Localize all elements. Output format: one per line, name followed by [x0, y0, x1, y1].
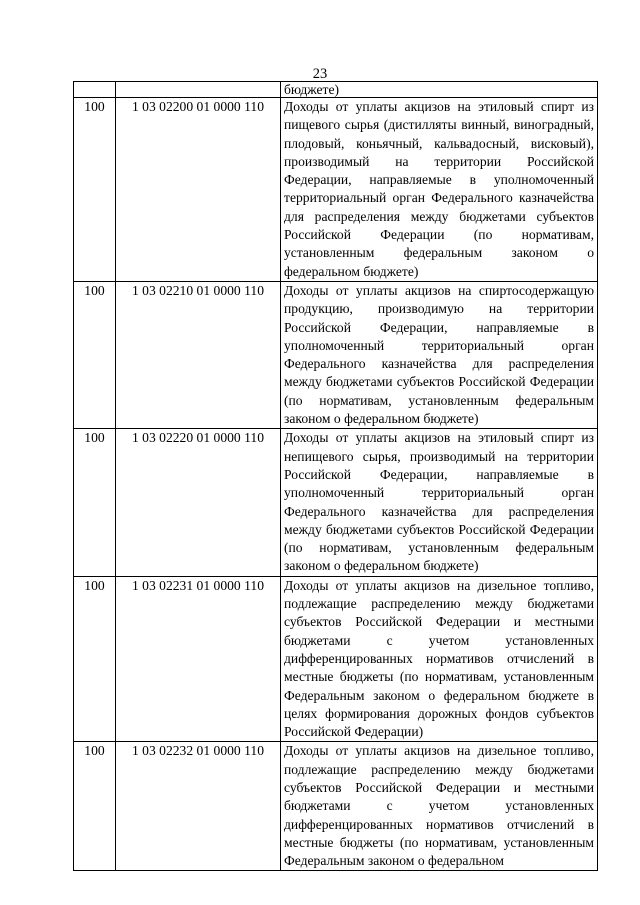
page-number: 23	[312, 66, 328, 82]
budget-code-cell: 1 03 02232 01 0000 110	[116, 742, 281, 871]
admin-code-cell: 100	[74, 429, 116, 576]
table-row	[74, 576, 598, 742]
admin-code-cell: 100	[74, 742, 116, 871]
table-row	[74, 281, 598, 428]
table-row	[74, 742, 598, 871]
admin-code-cell: 100	[74, 281, 116, 428]
admin-code-cell: 100	[74, 576, 116, 742]
budget-code-cell	[116, 82, 281, 98]
revenue-name-cell: Доходы от уплаты акцизов на спиртосодержащую продукцию, производимую на территории Российской Федерации, направляемые в уполномоченный территориальный орган Федерального казначейства для распределения между бюджетами субъектов Российской Федерации (по нормативам, установленным федеральным законом о федеральном бюджете)	[281, 281, 598, 428]
revenue-name-cell: Доходы от уплаты акцизов на этиловый спирт из пищевого сырья (дистилляты винный, виноградный, плодовый, коньячный, кальвадосный, висковый), производимый на территории Российской Федерации, направляемые в уполномоченный территориальный орган Федерального казначейства для распределения между бюджетами субъектов Российской Федерации (по нормативам, установленным федеральным законом о федеральном бюджете)	[281, 98, 598, 282]
admin-code-cell: 100	[74, 98, 116, 282]
table-row-continuation	[74, 82, 598, 98]
budget-code-cell: 1 03 02210 01 0000 110	[116, 281, 281, 428]
revenue-classification-table	[73, 81, 598, 871]
budget-code-cell: 1 03 02220 01 0000 110	[116, 429, 281, 576]
revenue-name-cell: Доходы от уплаты акцизов на дизельное топливо, подлежащие распределению между бюджетами субъектов Российской Федерации и местными бюджетами с учетом установленных дифференцированных нормативов отчислений в местные бюджеты (по нормативам, установленным Федеральным законом о федеральном бюджете в целях формирования дорожных фондов субъектов Российской Федерации)	[281, 576, 598, 742]
admin-code-cell	[74, 82, 116, 98]
budget-code-cell: 1 03 02231 01 0000 110	[116, 576, 281, 742]
revenue-name-cell: бюджете)	[281, 82, 598, 98]
table-row	[74, 429, 598, 576]
revenue-name-cell: Доходы от уплаты акцизов на этиловый спирт из непищевого сырья, производимый на территории Российской Федерации, направляемые в уполномоченный территориальный орган Федерального казначейства для распределения между бюджетами субъектов Российской Федерации (по нормативам, установленным федеральным законом о федеральном бюджете)	[281, 429, 598, 576]
revenue-name-cell: Доходы от уплаты акцизов на дизельное топливо, подлежащие распределению между бюджетами субъектов Российской Федерации и местными бюджетами с учетом установленных дифференцированных нормативов отчислений в местные бюджеты (по нормативам, установленным Федеральным законом о федеральном	[281, 742, 598, 871]
budget-code-cell: 1 03 02200 01 0000 110	[116, 98, 281, 282]
table-row	[74, 98, 598, 282]
